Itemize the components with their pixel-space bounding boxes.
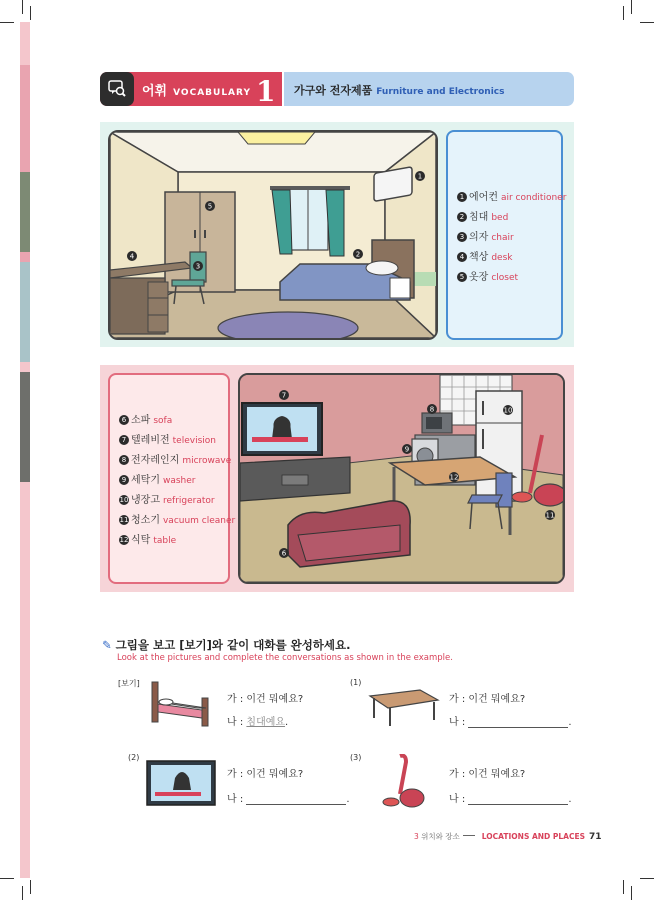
legend-en: television [172,436,216,446]
bed-illustration [150,680,212,732]
crop-mark [631,0,632,14]
legend-ko: 식탁 [131,535,151,546]
section-number: 1 [256,75,276,108]
header-title-ko: 어휘 [142,84,168,99]
exercise-title-text: 그림을 보고 [보기]와 같이 대화를 완성하세요. [115,638,351,652]
legend-ko: 냉장고 [131,495,160,506]
answer-period: . [285,717,289,728]
number-badge: 8 [119,455,129,465]
svg-text:11: 11 [545,511,555,520]
q1-question: 가 : 이건 뭐예요? [449,694,526,705]
marker-badge [449,472,459,482]
svg-text:2: 2 [355,250,361,259]
header-left [100,72,282,106]
q3-answer-blank[interactable] [468,804,568,805]
marker-badge [279,390,289,400]
number-badge: 1 [457,192,467,202]
number-badge: 9 [119,475,129,485]
example-answer: 침대예요 [246,717,286,728]
example-question: 가 : 이건 뭐예요? [227,694,304,705]
number-badge: 10 [119,496,129,504]
vacuum-cleaner-illustration [382,754,426,814]
answer-period: . [568,717,572,728]
number-badge: 6 [119,415,129,425]
number-badge: 4 [457,252,467,262]
television-illustration [146,760,216,810]
legend-ko: 책상 [469,252,489,263]
photo-edge [20,262,30,362]
legend-en: bed [491,213,509,223]
chapter-title-en: LOCATIONS AND PLACES [481,832,585,841]
crop-mark [0,22,14,23]
livingroom-legend [108,373,236,584]
q2-answer-line [227,790,350,805]
number-badge: 7 [119,435,129,445]
legend-ko: 텔레비전 [131,435,170,446]
legend-ko: 에어컨 [469,192,498,203]
legend-item [119,471,228,491]
marker-badge [402,444,412,454]
crop-mark [631,886,632,900]
legend-item [119,511,236,531]
svg-text:8: 8 [429,405,435,414]
q2-answer-blank[interactable] [246,804,346,805]
number-badge: 11 [119,516,129,524]
number-badge: 12 [119,536,129,544]
header-title [142,80,251,99]
marker-badge [545,510,555,520]
answer-prefix: 나 : [449,717,466,728]
table-illustration [366,684,440,732]
example-label: [보기] [118,679,140,688]
crop-mark [30,6,31,20]
q1-label: (1) [350,678,362,687]
svg-text:9: 9 [404,445,410,454]
answer-prefix: 나 : [449,794,466,805]
marker-badge [353,249,363,259]
crop-mark [22,886,23,900]
legend-en: vacuum cleaner [162,516,236,526]
legend-item [457,228,561,248]
crop-mark [640,22,654,23]
answer-prefix: 나 : [227,794,244,805]
q3-question: 가 : 이건 뭐예요? [449,769,526,780]
legend-en: air conditioner [500,193,567,203]
header-title-en: VOCABULARY [173,88,251,98]
header-right [284,72,574,106]
crop-mark [623,880,624,894]
legend-en: refrigerator [162,496,215,506]
legend-ko: 전자레인지 [131,455,180,466]
marker-badge [127,251,137,261]
svg-text:10: 10 [503,406,513,415]
legend-ko: 의자 [469,232,489,243]
legend-ko: 청소기 [131,515,160,526]
legend-en: closet [491,273,519,283]
q3-answer-line [449,790,572,805]
q2-question: 가 : 이건 뭐예요? [227,769,304,780]
svg-text:7: 7 [281,391,287,400]
crop-mark [30,880,31,894]
bedroom-illustration [108,130,438,340]
crop-mark [22,0,23,14]
header-subtitle [294,82,504,98]
legend-item [119,431,228,451]
bedroom-legend [446,130,567,340]
answer-prefix: 나 : [227,717,244,728]
svg-text:1: 1 [417,172,423,181]
legend-item [119,451,232,471]
legend-item [457,208,561,228]
legend-item [119,531,228,551]
marker-badge [427,404,437,414]
marker-badge [415,171,425,181]
legend-ko: 소파 [131,415,151,426]
footer-divider [463,835,475,836]
chapter-number: 3 [414,832,419,841]
marker-badge [205,201,215,211]
answer-period: . [568,794,572,805]
legend-en: chair [491,233,514,243]
photo-edge [20,372,30,482]
svg-text:6: 6 [281,549,287,558]
example-answer-line [227,713,288,728]
crop-mark [623,6,624,20]
magnifier-chat-icon [100,72,134,106]
marker-badge [503,405,513,415]
legend-ko: 세탁기 [131,475,160,486]
legend-en: washer [162,476,196,486]
q3-label: (3) [350,753,362,762]
exercise-title [102,637,351,653]
marker-badge [279,548,289,558]
chapter-title-ko: 위치와 장소 [421,832,460,841]
legend-ko: 침대 [469,212,489,223]
legend-item [457,268,561,288]
q1-answer-line [449,713,572,728]
legend-item [119,491,228,511]
svg-text:4: 4 [129,252,135,261]
section-header [100,72,574,106]
legend-item [457,248,561,268]
crop-mark [0,878,14,879]
q1-answer-blank[interactable] [468,727,568,728]
marker-badge [193,261,203,271]
legend-en: microwave [182,456,232,466]
page-number: 71 [589,832,602,842]
q2-label: (2) [128,753,140,762]
legend-item [457,188,567,208]
livingroom-illustration [238,373,565,584]
legend-ko: 옷장 [469,272,489,283]
answer-period: . [346,794,350,805]
svg-text:5: 5 [207,202,213,211]
number-badge: 5 [457,272,467,282]
exercise-subtitle: Look at the pictures and complete the conversations as shown in the example. [117,653,453,663]
header-subtitle-ko: 가구와 전자제품 [294,84,373,97]
crop-mark [640,878,654,879]
svg-text:12: 12 [449,473,459,482]
legend-item [119,411,228,431]
photo-edge [20,172,30,252]
page-footer [414,831,602,842]
page-edge-strip [20,22,30,878]
header-subtitle-en: Furniture and Electronics [376,87,505,97]
legend-en: table [153,536,177,546]
legend-en: desk [491,253,513,263]
legend-en: sofa [153,416,173,426]
number-badge: 2 [457,212,467,222]
svg-text:3: 3 [195,262,201,271]
number-badge: 3 [457,232,467,242]
pencil-icon: ✎ [102,638,112,652]
